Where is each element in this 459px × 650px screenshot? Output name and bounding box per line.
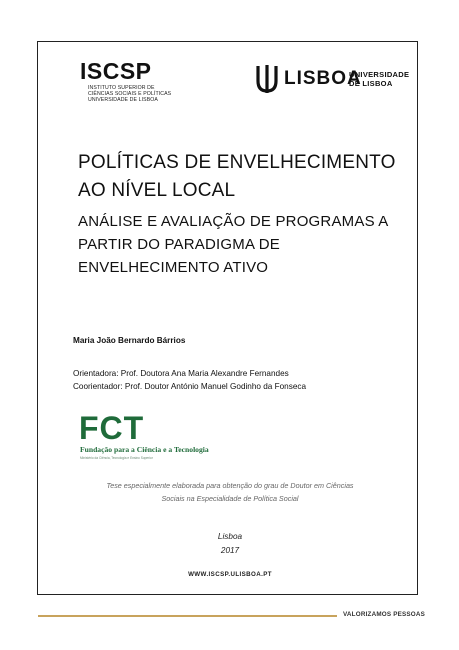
footer-rule	[38, 615, 337, 617]
ulisboa-wordmark: LISBOA	[284, 68, 362, 89]
ulisboa-logo	[256, 64, 410, 98]
website-link[interactable]: WWW.ISCSP.ULISBOA.PT	[188, 571, 272, 578]
year: 2017	[220, 546, 240, 555]
footer-slogan: VALORIZAMOS PESSOAS	[343, 611, 426, 618]
ulisboa-u-icon	[256, 64, 278, 94]
place: Lisboa	[217, 532, 243, 541]
place-date	[60, 530, 400, 558]
coadvisor-line: Coorientador: Prof. Doutor António Manuel Godinho da Fonseca	[73, 382, 307, 391]
thesis-subtitle: ANÁLISE E AVALIAÇÃO DE PROGRAMAS A PARTIR DO PARADIGMA DE ENVELHECIMENTO ATIVO	[78, 213, 389, 276]
iscsp-subtitle: INSTITUTO SUPERIOR DE CIÊNCIAS SOCIAIS E POLÍTICAS UNIVERSIDADE DE LISBOA	[88, 85, 172, 103]
advisors	[73, 367, 306, 393]
fct-tagline: Ministério da Ciência, Tecnologia e Ensino Superior	[80, 456, 153, 460]
advisor-line: Orientadora: Prof. Doutora Ana Maria Alexandre Fernandes	[73, 369, 289, 378]
fct-logo	[79, 410, 219, 466]
page-frame	[37, 41, 418, 595]
ulisboa-university-name: UNIVERSIDADE DE LISBOA	[349, 70, 410, 88]
iscsp-logo	[80, 59, 190, 107]
fct-letters: FCT	[79, 410, 145, 446]
author-name: Maria João Bernardo Bárrios	[73, 336, 186, 345]
thesis-note: Tese especialmente elaborada para obtenção do grau de Doutor em Ciências Sociais na Especialidade de Política Social	[106, 481, 354, 503]
thesis-title: POLÍTICAS DE ENVELHECIMENTO AO NÍVEL LOCAL	[78, 152, 396, 201]
iscsp-wordmark: ISCSP	[80, 58, 152, 84]
fct-name: Fundação para a Ciência e a Tecnologia	[80, 445, 209, 454]
